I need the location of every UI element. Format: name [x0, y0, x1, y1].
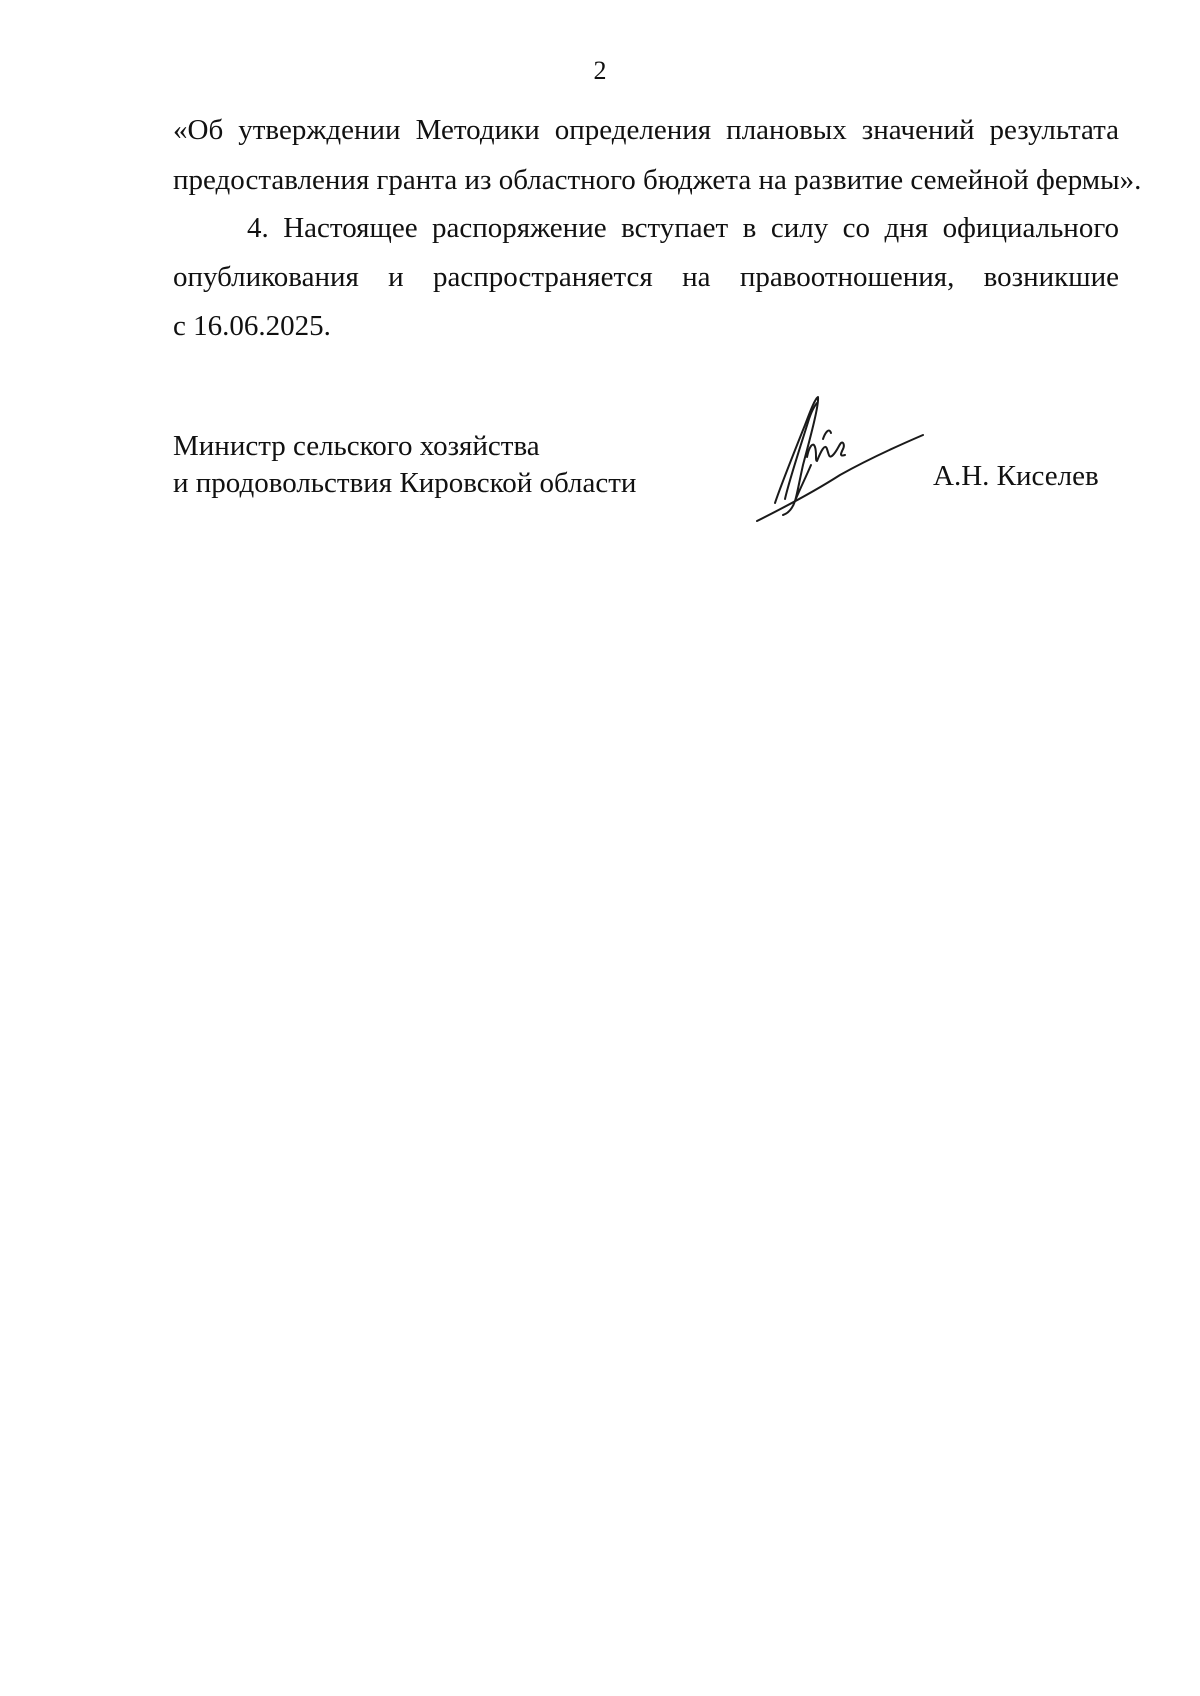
- signatory-title-line: и продовольствия Кировской области: [173, 467, 637, 499]
- paragraph-line: предоставления гранта из областного бюджета на развитие семейной фермы».: [173, 164, 1142, 196]
- signatory-title: [173, 428, 636, 502]
- page-number: 2: [593, 56, 607, 85]
- signatory-name: А.Н. Киселев: [933, 460, 1099, 492]
- paragraph-line: 4. Настоящее распоряжение вступает в силу со дня официального: [247, 212, 1119, 244]
- paragraph-line: с 16.06.2025.: [173, 310, 331, 342]
- paragraph-line: «Об утверждении Методики определения плановых значений результата: [173, 114, 1119, 146]
- paragraph-line: опубликования и распространяется на правоотношения, возникшие: [173, 261, 1119, 293]
- handwritten-signature-icon: [755, 395, 925, 525]
- signatory-title-line: Министр сельского хозяйства: [173, 430, 540, 462]
